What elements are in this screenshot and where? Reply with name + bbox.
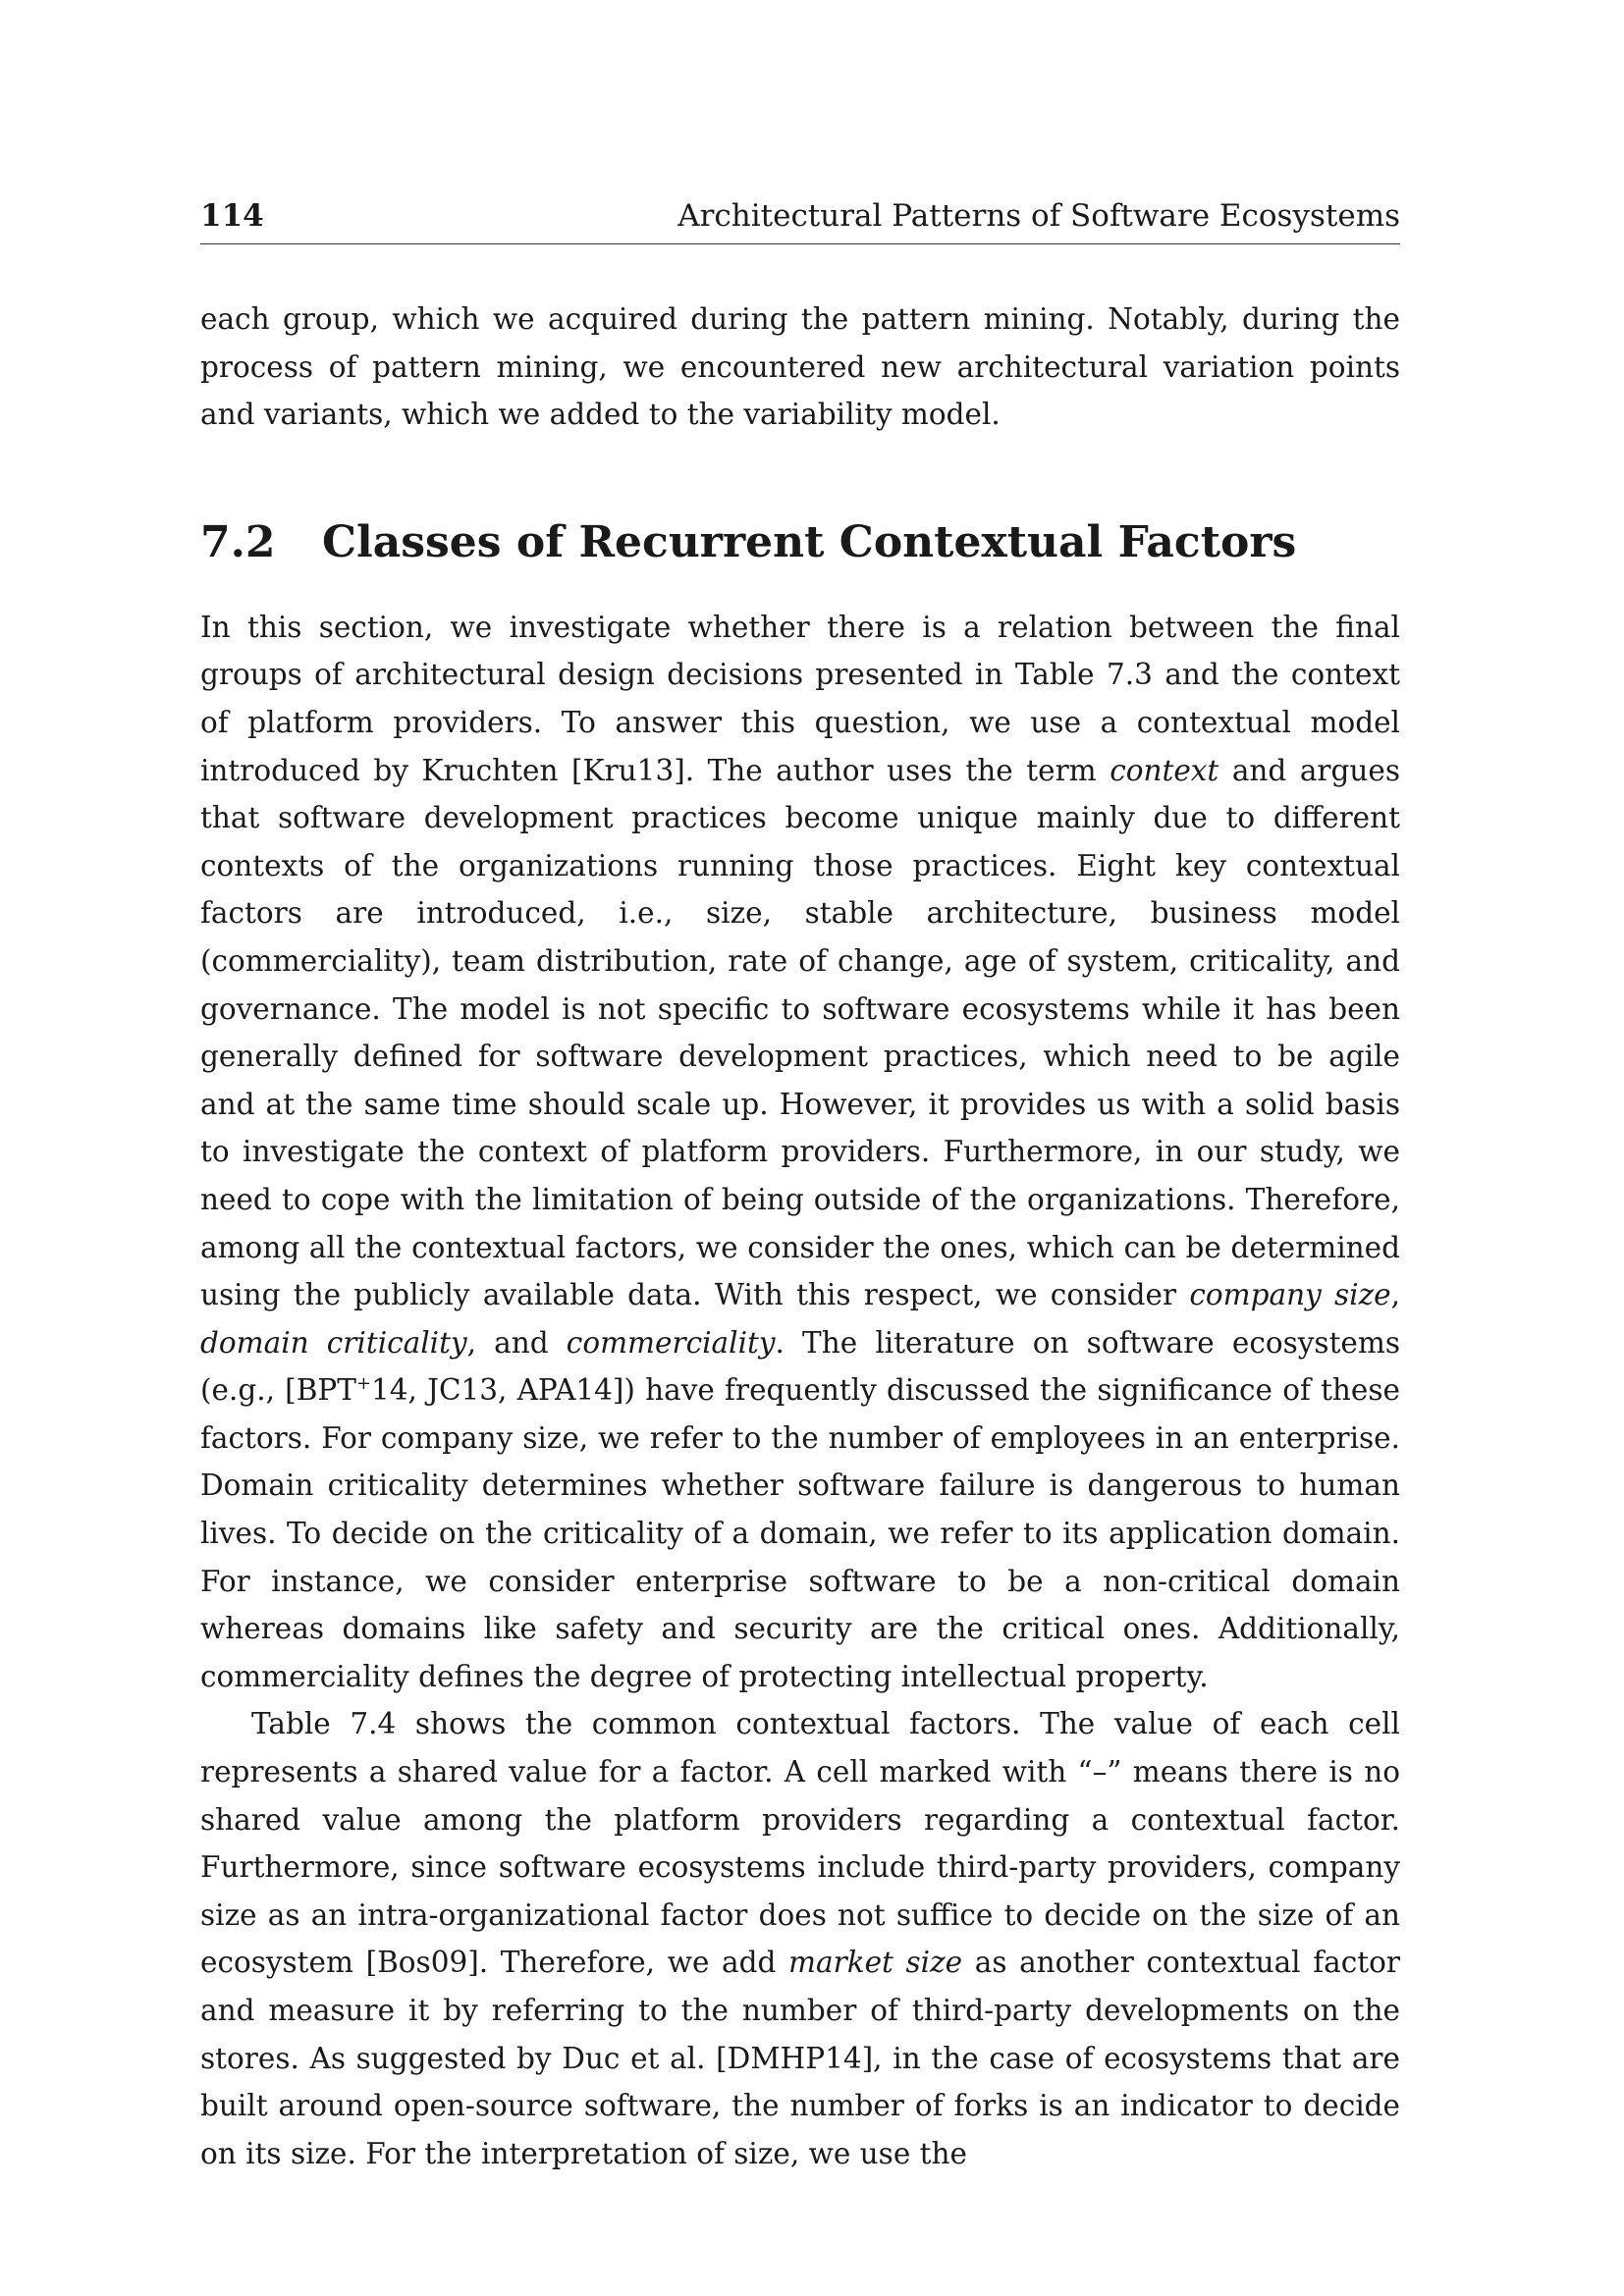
intro-text: each group, which we acquired during the pattern mining. Notably, during the process of pattern mining, we encountered new architectural variation points and variants, which we added to the variability model. (200, 302, 1400, 432)
intro-paragraph (200, 295, 1400, 439)
section-title: Classes of Recurrent Contextual Factors (322, 516, 1297, 567)
running-header (200, 196, 1400, 244)
para1-text-2: and argues that software development practices become unique mainly due to different contexts of the organizations running those practices. Eight key contextual factors are introduced, i.e., size, stable architecture, business model (commerciality), team distribution, rate of change, age of system, criticality, and governance. The model is not specific to software ecosystems while it has been generally defined for software development practices, which need to be agile and at the same time should scale up. However, it provides us with a solid basis to investigate the context of platform providers. Furthermore, in our study, we need to cope with the limitation of being outside of the organizations. Therefore, among all the contextual factors, we consider the ones, which can be determined using the publicly available data. With this respect, we consider (200, 753, 1400, 1312)
page (200, 196, 1400, 2177)
page-number: 114 (200, 198, 264, 234)
para1-text-5: . The literature on software ecosystems (e.g., [BPT (200, 1325, 1401, 1408)
running-title: Architectural Patterns of Software Ecosystems (677, 198, 1400, 234)
term-context: context (1110, 753, 1219, 787)
para2-text-2: as another contextual factor and measure it by referring to the number of third-party developments on the stores. As suggested by Duc et al. [DMHP14], in the case of ecosystems that are built around open-source software, the number of forks is an indicator to decide on its size. For the interpretation of size, we use the (200, 1946, 1400, 2170)
term-market-size: market size (788, 1946, 963, 1980)
para2-text-1: Table 7.4 shows the common contextual factors. The value of each cell represents a shared value for a factor. A cell marked with “–” means there is no shared value among the platform providers regarding a contextual factor. Furthermore, since software ecosystems include third-party providers, company size as an intra-organizational factor does not suffice to decide on the size of an ecosystem [Bos09]. Therefore, we add (200, 1707, 1400, 1980)
section-number: 7.2 (200, 516, 276, 567)
term-commerciality: commerciality (566, 1325, 776, 1360)
para1-text-4: , and (466, 1325, 567, 1360)
term-domain-criticality: domain criticality (200, 1325, 467, 1360)
paragraph-contextual-model (200, 604, 1400, 1701)
paragraph-table-description (200, 1700, 1400, 2177)
citation-superscript: + (355, 1373, 371, 1395)
term-company-size: company size (1189, 1278, 1391, 1312)
section-heading (200, 515, 1400, 570)
para1-text-6: 14, JC13, APA14]) have frequently discussed the significance of these factors. For company size, we refer to the number of employees in an enterprise. Domain criticality determines whether software failure is dangerous to human lives. To decide on the criticality of a domain, we refer to its application domain. For instance, we consider enterprise software to be a non-critical domain whereas domains like safety and security are the critical ones. Additionally, commerciality defines the degree of protecting intellectual property. (200, 1373, 1400, 1693)
para1-text-1: In this section, we investigate whether there is a relation between the final groups of architectural design decisions presented in Table 7.3 and the context of platform providers. To answer this question, we use a contextual model introduced by Kruchten [Kru13]. The author uses the term (200, 610, 1400, 787)
para1-text-3: , (1390, 1278, 1400, 1312)
